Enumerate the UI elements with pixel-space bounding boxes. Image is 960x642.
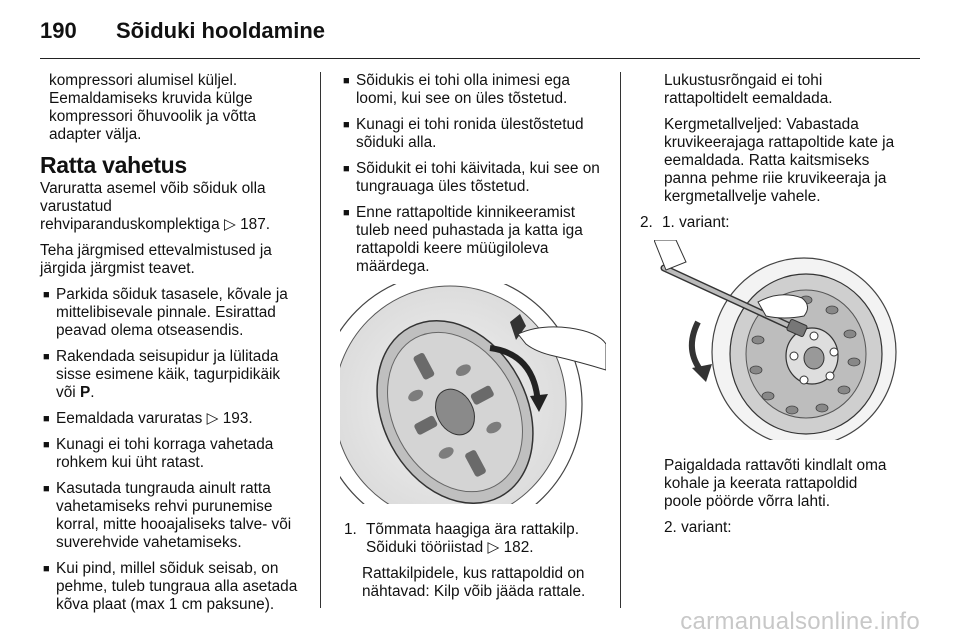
step-number: 2. <box>640 214 653 231</box>
text-line: Kunagi ei tohi korraga vahetada <box>56 436 274 453</box>
list-item <box>340 72 606 108</box>
list-item <box>40 436 308 472</box>
text-line: adapter välja. <box>49 126 142 143</box>
reference-text: rehviparanduskomplektiga <box>40 216 220 233</box>
text-line: Lukustusrõngaid ei tohi <box>664 72 823 89</box>
text-line: kruvikeerajaga rattapoltide kate ja <box>664 134 895 151</box>
text-line: peavad olema otseasendis. <box>56 322 244 339</box>
text-line: Varuratta asemel võib sõiduk olla <box>40 180 266 197</box>
text-line: poole pöörde võrra lahti. <box>664 493 830 510</box>
text-line: rattapoltidelt eemaldada. <box>664 90 833 107</box>
triangle-reference-icon: ▷ <box>487 539 500 556</box>
text-line: Parkida sõiduk tasasele, kõvale ja <box>56 286 288 303</box>
reference-page: 182. <box>503 539 534 556</box>
text-line <box>40 216 308 234</box>
text-line: sisse esimene käik, tagurpidikäik <box>56 366 281 383</box>
text-line: Rattakilpidele, kus rattapoldid on <box>362 565 585 582</box>
text-line <box>366 539 606 557</box>
text-line: korral, mitte hooajaliseks talve- või <box>56 516 292 533</box>
text-line: Kunagi ei tohi ronida ülestõstetud <box>356 116 584 133</box>
list-item <box>40 348 308 402</box>
text-line: Kui pind, millel sõiduk seisab, on <box>56 560 279 577</box>
header-rule <box>40 58 920 59</box>
hubcap-removal-illustration <box>340 284 606 509</box>
list-item <box>340 204 606 276</box>
section-heading: Ratta vahetus <box>40 152 187 178</box>
triangle-reference-icon: ▷ <box>206 410 219 427</box>
text-line: pehme, tuleb tungraua alla asetada <box>56 578 298 595</box>
text-line: kohale ja keerata rattapoldid <box>664 475 858 492</box>
chapter-title: Sõiduki hooldamine <box>116 18 326 43</box>
text-line: kompressori alumisel küljel. <box>49 72 238 89</box>
text-line: loomi, kui see on üles tõstetud. <box>356 90 568 107</box>
column-left <box>40 72 308 622</box>
page-number: 190 <box>40 18 77 43</box>
black-square-bullet-icon: ■ <box>43 413 50 425</box>
text-line: tungrauaga üles tõstetud. <box>356 178 530 195</box>
list-item <box>40 410 308 428</box>
text-line: kõva plaat (max 1 cm paksune). <box>56 596 275 613</box>
text-line <box>56 384 308 402</box>
black-square-bullet-icon: ■ <box>43 351 50 363</box>
text-line: järgida järgmist teavet. <box>40 260 195 277</box>
text-run: Eemaldada varuratas <box>56 410 203 427</box>
text-line: kergmetallvelje vahele. <box>664 188 821 205</box>
list-item <box>40 480 308 552</box>
column-divider <box>320 72 321 608</box>
column-middle <box>340 72 606 609</box>
text-line: suverehvide vahetamiseks. <box>56 534 242 551</box>
black-square-bullet-icon: ■ <box>343 119 350 131</box>
text-line: Kasutada tungrauda ainult ratta <box>56 480 271 497</box>
text-line: Sõidukit ei tohi käivitada, kui see on <box>356 160 600 177</box>
black-square-bullet-icon: ■ <box>43 483 50 495</box>
text-line: eemaldada. Ratta kaitsmiseks <box>664 152 870 169</box>
step-number: 1. <box>344 521 357 538</box>
wheel-wrench-illustration <box>654 240 910 445</box>
text-line: Sõidukis ei tohi olla inimesi ega <box>356 72 570 89</box>
text-line: Paigaldada rattavõti kindlalt oma <box>664 457 887 474</box>
triangle-reference-icon: ▷ <box>223 216 236 233</box>
text-run: või <box>56 384 76 401</box>
text-line: rohkem kui üht ratast. <box>56 454 204 471</box>
text-run: . <box>90 384 95 401</box>
text-line: rattapoldi keere müügiloleva <box>356 240 549 257</box>
paragraph <box>40 242 308 278</box>
watermark: carmanualsonline.info <box>680 608 920 635</box>
black-square-bullet-icon: ■ <box>43 563 50 575</box>
paragraph <box>664 116 910 206</box>
text-line: Enne rattapoltide kinnikeeramist <box>356 204 576 221</box>
text-line: panna pehme riie kruvikeeraja ja <box>664 170 887 187</box>
step-2 <box>640 214 910 232</box>
list-item <box>340 160 606 196</box>
text-line: nähtavad: Kilp võib jääda rattale. <box>362 583 586 600</box>
reference-page: 187. <box>240 216 271 233</box>
step-1-note <box>362 565 606 601</box>
step-1 <box>340 521 606 557</box>
text-line: kompressori õhuvoolik ja võtta <box>49 108 257 125</box>
black-square-bullet-icon: ■ <box>43 439 50 451</box>
gear-letter: P <box>79 384 91 401</box>
text-line: vahetamiseks rehvi purunemise <box>56 498 273 515</box>
black-square-bullet-icon: ■ <box>343 207 350 219</box>
text-line: Kergmetallveljed: Vabastada <box>664 116 859 133</box>
text-line: määrdega. <box>356 258 430 275</box>
text-line: Tõmmata haagiga ära rattakilp. <box>366 521 580 538</box>
black-square-bullet-icon: ■ <box>43 289 50 301</box>
text-line: mittelibisevale pinnale. Esirattad <box>56 304 276 321</box>
variant-label: 2. variant: <box>664 519 732 536</box>
list-item <box>40 560 308 614</box>
reference-page: 193. <box>222 410 253 427</box>
text-line: varustatud <box>40 198 112 215</box>
list-item <box>40 286 308 340</box>
text-line: tuleb need puhastada ja katta iga <box>356 222 583 239</box>
intro-paragraph <box>40 72 308 144</box>
paragraph <box>664 72 910 108</box>
text-line: Teha järgmised ettevalmistused ja <box>40 242 272 259</box>
column-divider <box>620 72 621 608</box>
text-line: Rakendada seisupidur ja lülitada <box>56 348 279 365</box>
text-line: Eemaldamiseks kruvida külge <box>49 90 253 107</box>
list-item <box>340 116 606 152</box>
text-line <box>56 410 308 428</box>
text-line: sõiduki alla. <box>356 134 437 151</box>
variant-label: 1. variant: <box>662 214 730 231</box>
paragraph <box>40 180 308 234</box>
step-2-text <box>664 457 910 511</box>
black-square-bullet-icon: ■ <box>343 163 350 175</box>
reference-text: Sõiduki tööriistad <box>366 539 484 556</box>
black-square-bullet-icon: ■ <box>343 75 350 87</box>
column-right <box>640 72 910 545</box>
